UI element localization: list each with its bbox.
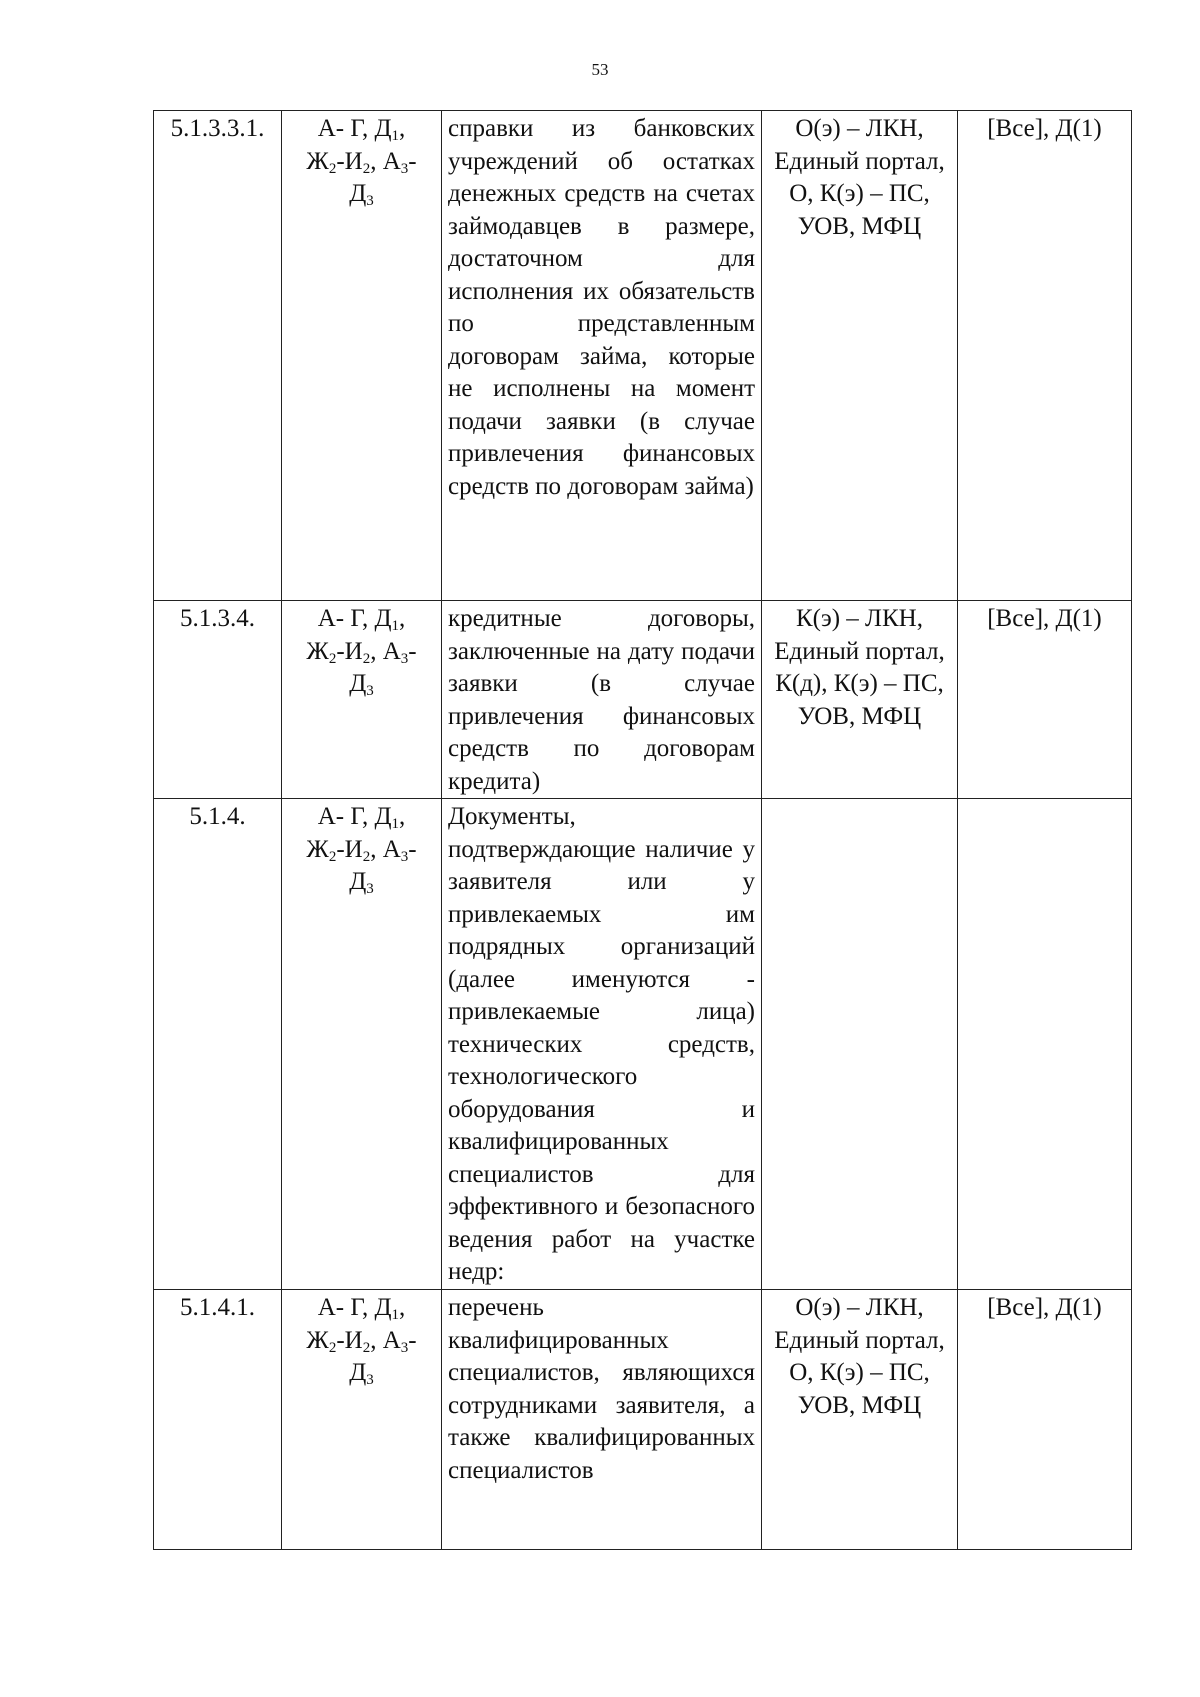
applicability: [Все], Д(1): [958, 111, 1132, 601]
document-description: справки из банковских учреждений об остатках денежных средств на счетах займодавцев в размере, достаточном для исполнения их обязательств по представленным договорам займа, которые не исполнены на момент подачи заявки (в случае привлечения финансовых средств по договорам займа): [442, 111, 762, 601]
table-row: [154, 601, 1132, 799]
document-description: Документы, подтверждающие наличие у заявителя или у привлекаемых им подрядных организаций (далее именуются - привлекаемые лица) технических средств, технологического оборудования и квалифицированных специалистов для эффективного и безопасного ведения работ на участке недр:: [442, 799, 762, 1290]
document-description: перечень квалифицированных специалистов, являющихся сотрудниками заявителя, а также квалифицированных специалистов: [442, 1290, 762, 1550]
page-number: 53: [591, 60, 609, 79]
item-number: 5.1.4.1.: [154, 1290, 282, 1550]
applicant-categories: А- Г, $Д_1$, $Ж_2-И_2$, $А_3-$ $Д_3$: [282, 601, 442, 799]
submission-form: О(э) – ЛКН, Единый портал, О, К(э) – ПС, УОВ, МФЦ: [762, 1290, 958, 1550]
table-row: [154, 1290, 1132, 1550]
table-row: [154, 799, 1132, 1290]
applicant-categories: А- Г, $Д_1$, $Ж_2-И_2$, $А_3-$ $Д_3$: [282, 111, 442, 601]
submission-form: [762, 799, 958, 1290]
applicability: [Все], Д(1): [958, 601, 1132, 799]
applicability: [958, 799, 1132, 1290]
submission-form: О(э) – ЛКН, Единый портал, О, К(э) – ПС, УОВ, МФЦ: [762, 111, 958, 601]
document-description: кредитные договоры, заключенные на дату подачи заявки (в случае привлечения финансовых средств по договорам кредита): [442, 601, 762, 799]
applicant-categories: А- Г, $Д_1$, $Ж_2-И_2$, $А_3-$ $Д_3$: [282, 1290, 442, 1550]
item-number: 5.1.3.3.1.: [154, 111, 282, 601]
applicant-categories: А- Г, $Д_1$, $Ж_2-И_2$, $А_3-$ $Д_3$: [282, 799, 442, 1290]
table-row: [154, 111, 1132, 601]
requirements-table: [153, 110, 1132, 1550]
item-number: 5.1.4.: [154, 799, 282, 1290]
applicability: [Все], Д(1): [958, 1290, 1132, 1550]
item-number: 5.1.3.4.: [154, 601, 282, 799]
submission-form: К(э) – ЛКН, Единый портал, К(д), К(э) – ПС, УОВ, МФЦ: [762, 601, 958, 799]
